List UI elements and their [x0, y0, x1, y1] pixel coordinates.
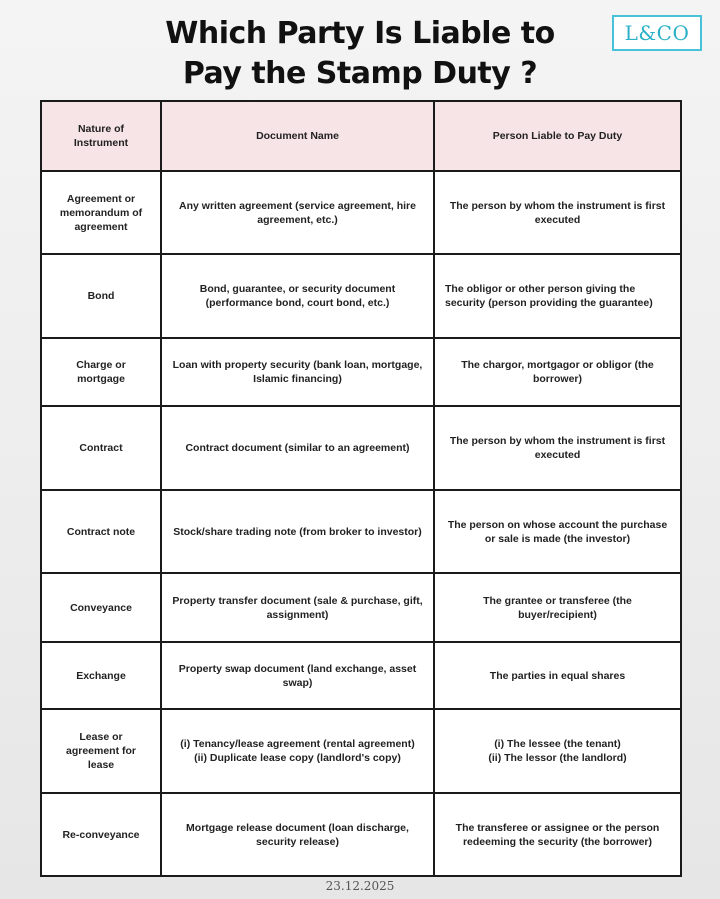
cell-document: Mortgage release document (loan discharge, security release) — [161, 793, 434, 876]
cell-document — [161, 709, 434, 793]
cell-nature: Exchange — [41, 642, 161, 709]
cell-liable: The person by whom the instrument is first executed — [434, 171, 681, 254]
logo-text: L&CO — [624, 21, 690, 45]
cell-document: Stock/share trading note (from broker to investor) — [161, 490, 434, 573]
cell-liable: The parties in equal shares — [434, 642, 681, 709]
cell-document: Loan with property security (bank loan, mortgage, Islamic financing) — [161, 338, 434, 406]
cell-liable — [434, 709, 681, 793]
table-row — [41, 709, 681, 793]
cell-liable: The person on whose account the purchase or sale is made (the investor) — [434, 490, 681, 573]
cell-liable: The grantee or transferee (the buyer/recipient) — [434, 573, 681, 642]
table-row — [41, 793, 681, 876]
column-header-nature: Nature of Instrument — [41, 101, 161, 171]
table-row — [41, 573, 681, 642]
cell-liable: The obligor or other person giving the security (person providing the guarantee) — [434, 254, 681, 338]
cell-nature: Conveyance — [41, 573, 161, 642]
liable-line: (ii) The lessor (the landlord) — [488, 752, 627, 764]
cell-nature: Bond — [41, 254, 161, 338]
table-row — [41, 254, 681, 338]
title-line-2: Pay the Stamp Duty ? — [182, 56, 538, 91]
document-line: (i) Tenancy/lease agreement (rental agreement) — [180, 738, 415, 750]
table-row — [41, 490, 681, 573]
cell-liable: The transferee or assignee or the person redeeming the security (the borrower) — [434, 793, 681, 876]
cell-nature: Charge or mortgage — [41, 338, 161, 406]
cell-nature: Agreement or memorandum of agreement — [41, 171, 161, 254]
cell-nature: Lease or agreement for lease — [41, 709, 161, 793]
cell-liable: The chargor, mortgagor or obligor (the borrower) — [434, 338, 681, 406]
stamp-duty-table — [40, 100, 682, 877]
footer-date: 23.12.2025 — [325, 879, 395, 893]
liable-line: (i) The lessee (the tenant) — [494, 738, 621, 750]
table-row — [41, 171, 681, 254]
cell-nature: Re-conveyance — [41, 793, 161, 876]
brand-logo — [612, 15, 702, 51]
table-row — [41, 642, 681, 709]
document-line: (ii) Duplicate lease copy (landlord's copy) — [194, 752, 401, 764]
cell-document: Bond, guarantee, or security document (performance bond, court bond, etc.) — [161, 254, 434, 338]
column-header-liable: Person Liable to Pay Duty — [434, 101, 681, 171]
table-row — [41, 406, 681, 490]
cell-document: Contract document (similar to an agreement) — [161, 406, 434, 490]
table-header-row — [41, 101, 681, 171]
cell-document: Property transfer document (sale & purchase, gift, assignment) — [161, 573, 434, 642]
table-row — [41, 338, 681, 406]
cell-liable: The person by whom the instrument is first executed — [434, 406, 681, 490]
column-header-document: Document Name — [161, 101, 434, 171]
cell-document: Property swap document (land exchange, asset swap) — [161, 642, 434, 709]
title-line-1: Which Party Is Liable to — [165, 16, 555, 51]
cell-document: Any written agreement (service agreement, hire agreement, etc.) — [161, 171, 434, 254]
cell-nature: Contract — [41, 406, 161, 490]
cell-nature: Contract note — [41, 490, 161, 573]
